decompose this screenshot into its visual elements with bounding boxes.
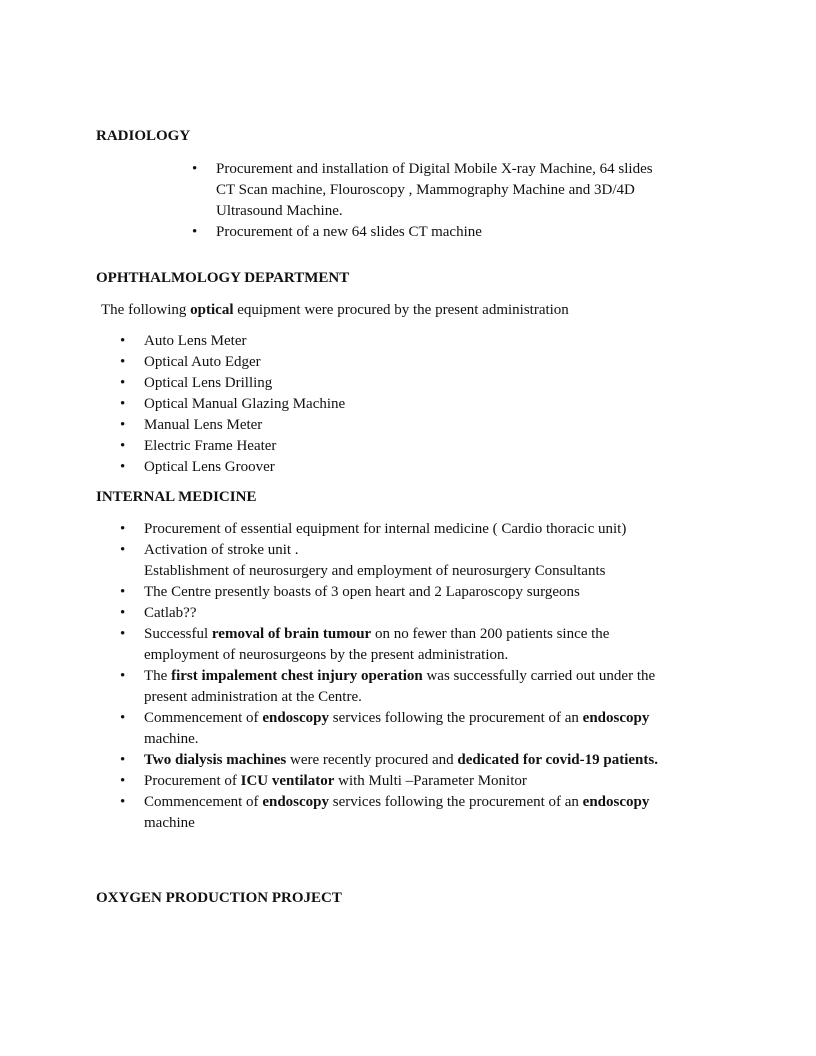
list-item: • The Centre presently boasts of 3 open heart and 2 Laparoscopy surgeons xyxy=(144,582,744,603)
bullet-icon: • xyxy=(192,161,198,177)
ophthalmology-intro: The following optical equipment were procured by the present administration xyxy=(101,302,569,318)
bullet-icon: • xyxy=(120,710,126,726)
bullet-icon: • xyxy=(120,668,126,684)
bullet-icon: • xyxy=(120,794,126,810)
bullet-icon: • xyxy=(120,333,126,349)
list-item: • Successful removal of brain tumour on no fewer than 200 patients since the employment of neurosurgeons by the present administration. xyxy=(120,626,610,663)
bullet-icon: • xyxy=(120,605,126,621)
bullet-icon: • xyxy=(120,521,126,537)
section-heading-ophthalmology: OPHTHALMOLOGY DEPARTMENT xyxy=(96,270,350,286)
list-item: • Procurement and installation of Digital Mobile X-ray Machine, 64 slides CT Scan machine, Flouroscopy , Mammography Machine and 3D/4D Ultrasound Machine. xyxy=(192,161,653,219)
list-item: • Auto Lens Meter xyxy=(144,331,744,352)
list-item: • Procurement of essential equipment for internal medicine ( Cardio thoracic unit) xyxy=(144,519,744,540)
list-item: • Electric Frame Heater xyxy=(144,436,744,457)
section-heading-internal-medicine: INTERNAL MEDICINE xyxy=(96,489,257,505)
list-item: • The first impalement chest injury operation was successfully carried out under the present administration at the Centre. xyxy=(120,668,656,705)
list-item: • Optical Manual Glazing Machine xyxy=(144,394,744,415)
bullet-icon: • xyxy=(120,459,126,475)
list-item: • Optical Lens Groover xyxy=(144,457,744,478)
bullet-icon: • xyxy=(120,542,126,558)
bullet-icon: • xyxy=(120,438,126,454)
bullet-icon: • xyxy=(120,584,126,600)
list-item: • Two dialysis machines were recently procured and dedicated for covid-19 patients. xyxy=(144,750,744,771)
section-heading-radiology: RADIOLOGY xyxy=(96,128,191,144)
section-heading-oxygen-production: OXYGEN PRODUCTION PROJECT xyxy=(96,890,342,906)
internal-medicine-list xyxy=(120,519,744,834)
bullet-icon: • xyxy=(120,417,126,433)
bullet-icon: • xyxy=(120,626,126,642)
bullet-icon: • xyxy=(120,773,126,789)
ophthalmology-list xyxy=(120,331,744,478)
list-item: • Optical Auto Edger xyxy=(144,352,744,373)
bullet-icon: • xyxy=(120,354,126,370)
list-item: • Commencement of endoscopy services following the procurement of an endoscopy machine xyxy=(120,794,650,831)
list-item: • Procurement of ICU ventilator with Multi –Parameter Monitor xyxy=(144,771,744,792)
list-item: • Commencement of endoscopy services following the procurement of an endoscopy machine. xyxy=(120,710,650,747)
list-item: • Procurement of a new 64 slides CT machine xyxy=(216,222,736,243)
list-item: • Optical Lens Drilling xyxy=(144,373,744,394)
bullet-icon: • xyxy=(120,375,126,391)
list-item: • Activation of stroke unit . Establishment of neurosurgery and employment of neurosurgery Consultants xyxy=(120,542,606,579)
list-item: • Catlab?? xyxy=(144,603,744,624)
bullet-icon: • xyxy=(192,224,198,240)
bullet-icon: • xyxy=(120,752,126,768)
radiology-list xyxy=(192,159,736,243)
list-item: • Manual Lens Meter xyxy=(144,415,744,436)
bullet-icon: • xyxy=(120,396,126,412)
